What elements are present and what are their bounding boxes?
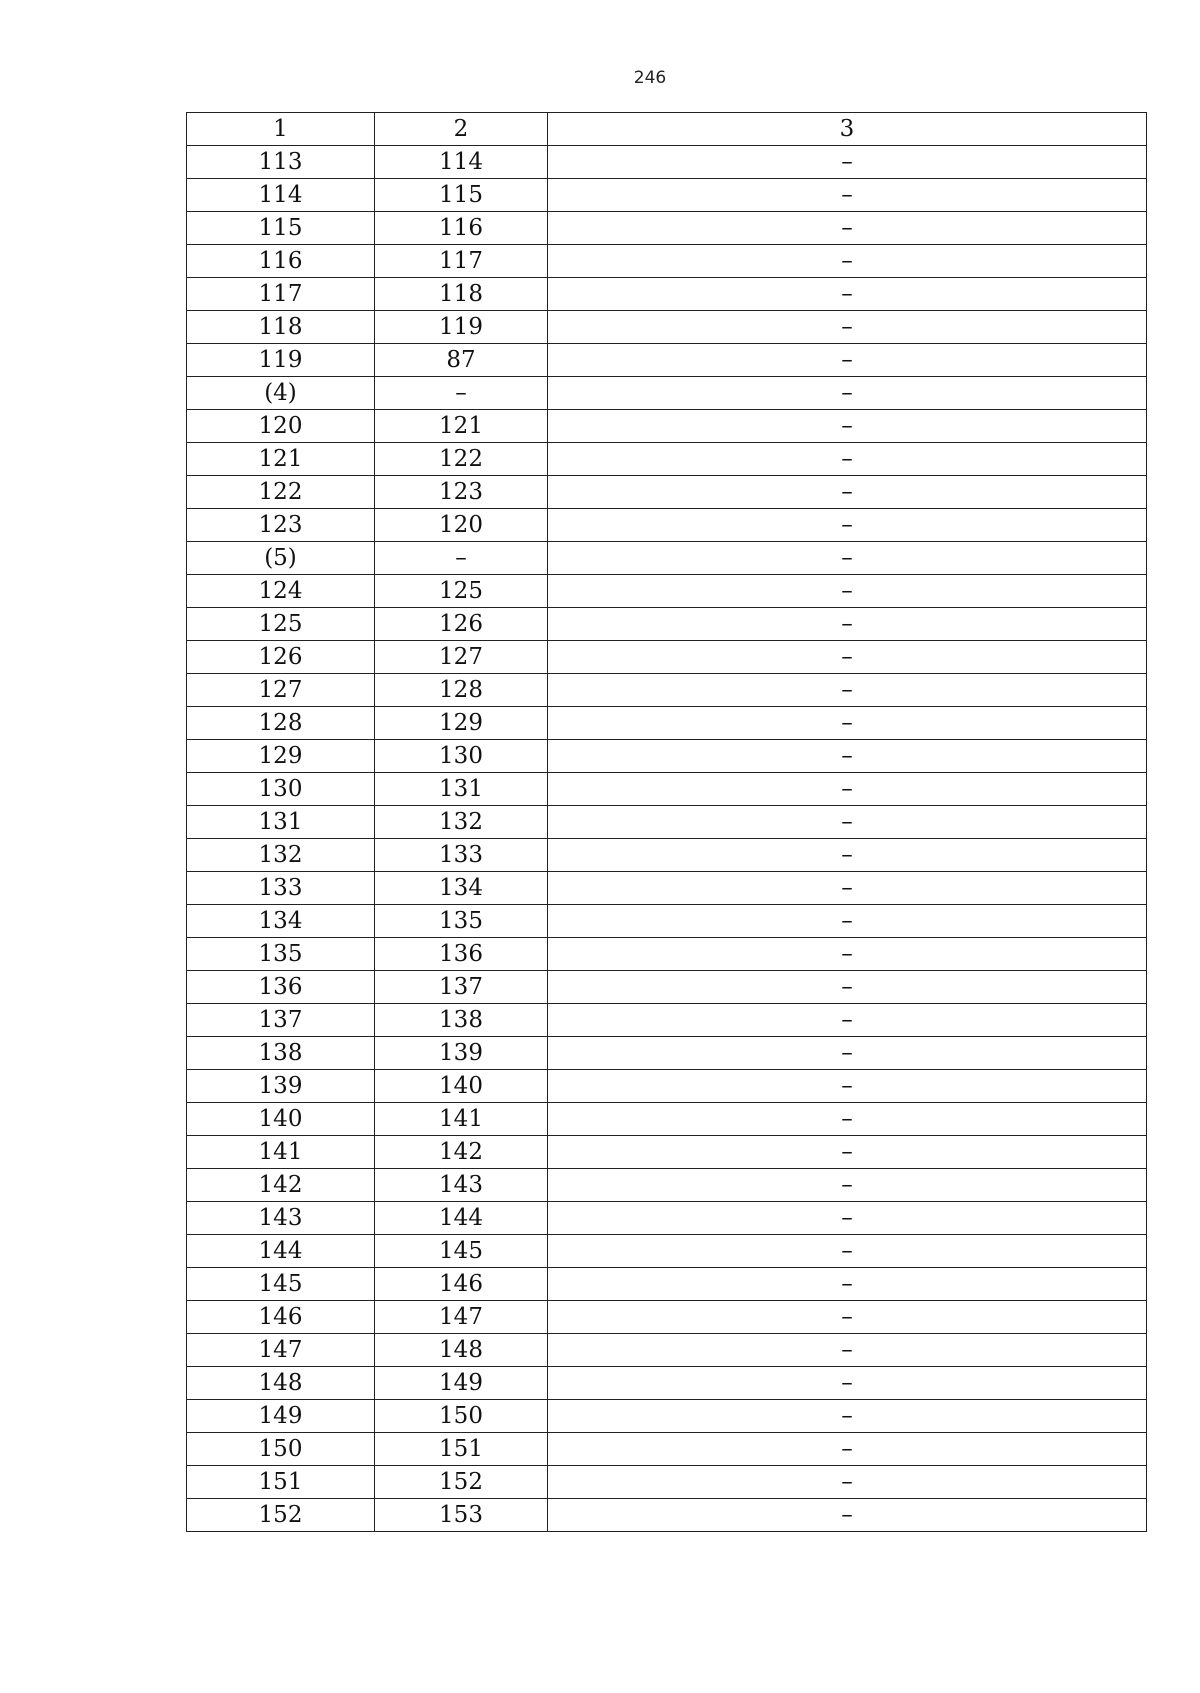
table-cell-col2: 117	[375, 245, 548, 278]
table-cell-col1: 133	[187, 872, 375, 905]
table-row	[187, 1103, 1147, 1136]
table-cell-col3: –	[548, 410, 1147, 443]
table-row	[187, 1202, 1147, 1235]
table-cell-col2: 114	[375, 146, 548, 179]
table-row	[187, 1136, 1147, 1169]
table-cell-col1: 143	[187, 1202, 375, 1235]
table-cell-col2: 134	[375, 872, 548, 905]
header-cell-col1: 1	[187, 113, 375, 146]
table-cell-col2: 132	[375, 806, 548, 839]
table-cell-col2: 122	[375, 443, 548, 476]
table-row	[187, 707, 1147, 740]
table-row	[187, 245, 1147, 278]
table-cell-col1: 115	[187, 212, 375, 245]
table-row	[187, 1169, 1147, 1202]
table-row	[187, 410, 1147, 443]
table-row	[187, 212, 1147, 245]
table-cell-col1: 146	[187, 1301, 375, 1334]
table-cell-col1: 140	[187, 1103, 375, 1136]
table-row	[187, 509, 1147, 542]
table-cell-col3: –	[548, 1235, 1147, 1268]
table-cell-col3: –	[548, 1037, 1147, 1070]
table-cell-col1: (4)	[187, 377, 375, 410]
table-row	[187, 542, 1147, 575]
table-cell-col2: 118	[375, 278, 548, 311]
table-cell-col3: –	[548, 1268, 1147, 1301]
table-cell-col1: 137	[187, 1004, 375, 1037]
table-cell-col3: –	[548, 146, 1147, 179]
table-cell-col1: 147	[187, 1334, 375, 1367]
table-cell-col3: –	[548, 443, 1147, 476]
table-row	[187, 1268, 1147, 1301]
table-cell-col2: 128	[375, 674, 548, 707]
table-cell-col1: 122	[187, 476, 375, 509]
table-cell-col2: 152	[375, 1466, 548, 1499]
table-cell-col3: –	[548, 641, 1147, 674]
table-cell-col2: 125	[375, 575, 548, 608]
table-row	[187, 1433, 1147, 1466]
table-cell-col1: 126	[187, 641, 375, 674]
table-cell-col1: 129	[187, 740, 375, 773]
table-row	[187, 806, 1147, 839]
table-cell-col2: 147	[375, 1301, 548, 1334]
table-row	[187, 1235, 1147, 1268]
table-cell-col3: –	[548, 476, 1147, 509]
table-row	[187, 1499, 1147, 1532]
table-row	[187, 1004, 1147, 1037]
data-table-container	[186, 112, 1146, 1532]
table-cell-col1: 142	[187, 1169, 375, 1202]
table-cell-col1: 152	[187, 1499, 375, 1532]
table-row	[187, 1400, 1147, 1433]
table-cell-col3: –	[548, 806, 1147, 839]
table-row	[187, 1070, 1147, 1103]
table-row	[187, 839, 1147, 872]
table-row	[187, 146, 1147, 179]
table-cell-col3: –	[548, 1466, 1147, 1499]
table-cell-col3: –	[548, 674, 1147, 707]
table-cell-col3: –	[548, 1400, 1147, 1433]
table-cell-col2: 120	[375, 509, 548, 542]
table-cell-col3: –	[548, 1433, 1147, 1466]
table-cell-col1: 144	[187, 1235, 375, 1268]
table-cell-col2: 133	[375, 839, 548, 872]
table-cell-col2: 141	[375, 1103, 548, 1136]
table-cell-col3: –	[548, 509, 1147, 542]
table-row	[187, 1367, 1147, 1400]
table-cell-col2: 138	[375, 1004, 548, 1037]
table-cell-col3: –	[548, 1004, 1147, 1037]
table-cell-col3: –	[548, 278, 1147, 311]
table-cell-col2: 143	[375, 1169, 548, 1202]
table-cell-col3: –	[548, 773, 1147, 806]
table-cell-col1: 117	[187, 278, 375, 311]
table-cell-col1: 134	[187, 905, 375, 938]
table-cell-col1: 148	[187, 1367, 375, 1400]
table-cell-col3: –	[548, 575, 1147, 608]
table-cell-col3: –	[548, 179, 1147, 212]
table-cell-col3: –	[548, 971, 1147, 1004]
table-row	[187, 1037, 1147, 1070]
table-cell-col2: 153	[375, 1499, 548, 1532]
table-cell-col3: –	[548, 1367, 1147, 1400]
table-cell-col1: 114	[187, 179, 375, 212]
table-cell-col1: 125	[187, 608, 375, 641]
page-number: 246	[633, 68, 667, 88]
table-cell-col2: 123	[375, 476, 548, 509]
table-cell-col2: 127	[375, 641, 548, 674]
table-cell-col3: –	[548, 1169, 1147, 1202]
table-cell-col1: 113	[187, 146, 375, 179]
table-cell-col1: 124	[187, 575, 375, 608]
table-cell-col3: –	[548, 245, 1147, 278]
table-header-row	[187, 113, 1147, 146]
table-cell-col1: 130	[187, 773, 375, 806]
table-cell-col1: 132	[187, 839, 375, 872]
table-cell-col1: 121	[187, 443, 375, 476]
table-cell-col2: –	[375, 542, 548, 575]
table-row	[187, 740, 1147, 773]
table-cell-col3: –	[548, 938, 1147, 971]
table-row	[187, 1334, 1147, 1367]
table-row	[187, 1301, 1147, 1334]
table-cell-col2: 131	[375, 773, 548, 806]
table-cell-col1: 136	[187, 971, 375, 1004]
table-cell-col2: 130	[375, 740, 548, 773]
table-cell-col3: –	[548, 608, 1147, 641]
table-cell-col1: 128	[187, 707, 375, 740]
table-cell-col2: 136	[375, 938, 548, 971]
table-row	[187, 938, 1147, 971]
table-cell-col2: 126	[375, 608, 548, 641]
table-row	[187, 575, 1147, 608]
table-cell-col1: 145	[187, 1268, 375, 1301]
table-cell-col2: 148	[375, 1334, 548, 1367]
table-cell-col2: 146	[375, 1268, 548, 1301]
table-cell-col1: 150	[187, 1433, 375, 1466]
table-cell-col3: –	[548, 311, 1147, 344]
table-cell-col2: 144	[375, 1202, 548, 1235]
table-cell-col1: 127	[187, 674, 375, 707]
table-cell-col2: 139	[375, 1037, 548, 1070]
table-row	[187, 608, 1147, 641]
table-cell-col3: –	[548, 1301, 1147, 1334]
table-row	[187, 278, 1147, 311]
table-cell-col3: –	[548, 707, 1147, 740]
table-cell-col3: –	[548, 542, 1147, 575]
table-cell-col1: 131	[187, 806, 375, 839]
table-cell-col1: 149	[187, 1400, 375, 1433]
table-cell-col1: 151	[187, 1466, 375, 1499]
header-cell-col2: 2	[375, 113, 548, 146]
table-cell-col3: –	[548, 1070, 1147, 1103]
table-cell-col3: –	[548, 1499, 1147, 1532]
table-cell-col1: 141	[187, 1136, 375, 1169]
table-cell-col2: 142	[375, 1136, 548, 1169]
table-row	[187, 344, 1147, 377]
table-cell-col1: 116	[187, 245, 375, 278]
table-cell-col2: 150	[375, 1400, 548, 1433]
table-cell-col3: –	[548, 377, 1147, 410]
table-cell-col3: –	[548, 905, 1147, 938]
table-row	[187, 905, 1147, 938]
table-cell-col1: (5)	[187, 542, 375, 575]
table-cell-col3: –	[548, 212, 1147, 245]
table-cell-col2: 116	[375, 212, 548, 245]
table-cell-col3: –	[548, 1202, 1147, 1235]
table-cell-col3: –	[548, 740, 1147, 773]
table-cell-col2: 135	[375, 905, 548, 938]
table-cell-col1: 120	[187, 410, 375, 443]
table-row	[187, 443, 1147, 476]
table-row	[187, 476, 1147, 509]
header-cell-col3: 3	[548, 113, 1147, 146]
table-cell-col2: 129	[375, 707, 548, 740]
table-body	[187, 113, 1147, 1532]
table-cell-col3: –	[548, 839, 1147, 872]
table-cell-col2: 137	[375, 971, 548, 1004]
table-cell-col2: –	[375, 377, 548, 410]
table-cell-col1: 118	[187, 311, 375, 344]
table-cell-col3: –	[548, 1334, 1147, 1367]
table-row	[187, 641, 1147, 674]
table-cell-col1: 138	[187, 1037, 375, 1070]
table-row	[187, 674, 1147, 707]
table-cell-col3: –	[548, 1103, 1147, 1136]
table-row	[187, 773, 1147, 806]
table-cell-col3: –	[548, 872, 1147, 905]
table-cell-col2: 140	[375, 1070, 548, 1103]
table-cell-col3: –	[548, 1136, 1147, 1169]
table-row	[187, 179, 1147, 212]
table-row	[187, 872, 1147, 905]
table-cell-col2: 115	[375, 179, 548, 212]
table-row	[187, 971, 1147, 1004]
table-row	[187, 311, 1147, 344]
table-cell-col3: –	[548, 344, 1147, 377]
table-cell-col2: 149	[375, 1367, 548, 1400]
table-cell-col2: 145	[375, 1235, 548, 1268]
table-cell-col1: 119	[187, 344, 375, 377]
table-cell-col2: 151	[375, 1433, 548, 1466]
table-cell-col1: 139	[187, 1070, 375, 1103]
data-table	[186, 112, 1147, 1532]
table-row	[187, 377, 1147, 410]
table-cell-col2: 119	[375, 311, 548, 344]
table-cell-col2: 87	[375, 344, 548, 377]
table-cell-col2: 121	[375, 410, 548, 443]
table-cell-col1: 135	[187, 938, 375, 971]
table-row	[187, 1466, 1147, 1499]
table-cell-col1: 123	[187, 509, 375, 542]
